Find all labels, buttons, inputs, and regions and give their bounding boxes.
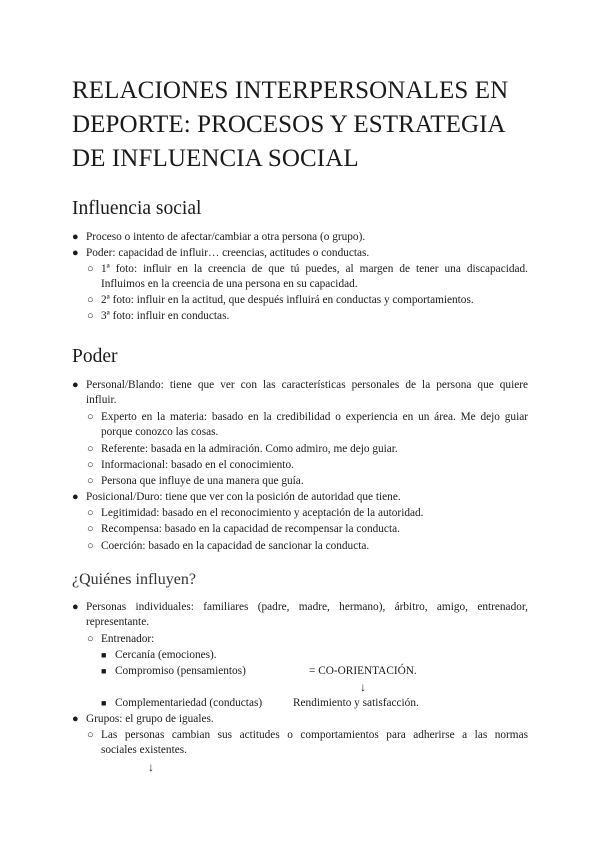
poder-sub-4: Persona que influye de una manera que guía. [101, 475, 304, 487]
poder-sub-2: Referente: basada en la admiración. Como admiro, me dejo guiar. [101, 443, 398, 455]
quienes-square-1: Cercanía (emociones). [115, 649, 217, 661]
document-title: RELACIONES INTERPERSONALES EN DEPORTE: PROCESOS Y ESTRATEGIA DE INFLUENCIA SOCIAL [72, 77, 509, 172]
arrow-down-icon: ↓ [148, 760, 154, 774]
bullet-circle: ○ [87, 729, 94, 741]
bullet-circle: ○ [87, 523, 94, 535]
quienes-item-1b: representante. [86, 616, 150, 628]
bullet-square: ■ [101, 650, 107, 660]
quienes-item-1a: Personas individuales: familiares (padre, madre, hermano), árbitro, amigo, entrenador, [86, 601, 528, 613]
quienes-sub-2a: Las personas cambian sus actitudes o comportamientos para adherirse a las normas [101, 729, 528, 741]
influencia-sub-3: 3ª foto: influir en conductas. [101, 310, 230, 322]
bullet-circle: ○ [87, 475, 94, 487]
bullet-circle: ○ [87, 310, 94, 322]
poder-sub-1a: Experto en la materia: basado en la credibilidad o experiencia en un área. Me dejo guiar [101, 411, 528, 423]
bullet-circle: ○ [87, 294, 94, 306]
bullet-dot: ● [72, 491, 79, 503]
arrow-down-icon: ↓ [360, 680, 366, 694]
bullet-dot: ● [72, 601, 79, 613]
influencia-sub-2: 2ª foto: influir en la actitud, que después influirá en conductas y comportamientos. [101, 294, 474, 306]
quienes-square-3: Complementariedad (conductas) [115, 697, 263, 709]
rendimiento-label: Rendimiento y satisfacción. [293, 697, 419, 709]
bullet-circle: ○ [87, 540, 94, 552]
bullet-circle: ○ [87, 507, 94, 519]
heading-poder: Poder [72, 346, 118, 367]
quienes-square-2: Compromiso (pensamientos) [115, 665, 246, 677]
co-orientacion-label: = CO-ORIENTACIÓN. [309, 665, 417, 677]
poder-item-2: Posicional/Duro: tiene que ver con la posición de autoridad que tiene. [86, 491, 401, 503]
bullet-circle: ○ [87, 263, 94, 275]
influencia-item-2: Poder: capacidad de influir… creencias, actitudes o conductas. [86, 247, 370, 259]
influencia-item-1: Proceso o intento de afectar/cambiar a otra persona (o grupo). [86, 231, 366, 243]
bullet-circle: ○ [87, 633, 94, 645]
bullet-dot: ● [72, 713, 79, 725]
bullet-square: ■ [101, 698, 107, 708]
bullet-circle: ○ [87, 411, 94, 423]
poder-sub-6: Recompensa: basado en la capacidad de recompensar la conducta. [101, 523, 400, 535]
poder-item-1b: influir. [86, 394, 117, 406]
influencia-sub-1b: Influimos en la creencia de una persona en su capacidad. [101, 278, 358, 290]
poder-sub-7: Coerción: basado en la capacidad de sancionar la conducta. [101, 540, 370, 552]
quienes-item-2: Grupos: el grupo de iguales. [86, 713, 214, 725]
bullet-dot: ● [72, 247, 79, 259]
bullet-square: ■ [101, 666, 107, 676]
bullet-dot: ● [72, 231, 79, 243]
poder-item-1a: Personal/Blando: tiene que ver con las características personales de la persona que quiere [86, 379, 528, 391]
bullet-circle: ○ [87, 443, 94, 455]
bullet-dot: ● [72, 379, 79, 391]
poder-sub-1b: porque conozco las cosas. [101, 426, 219, 438]
heading-quienes-influyen: ¿Quiénes influyen? [72, 571, 196, 588]
influencia-sub-1a: 1ª foto: influir en la creencia de que tú puedes, al margen de tener una discapacidad. [101, 263, 528, 275]
quienes-sub-1: Entrenador: [101, 633, 155, 645]
poder-sub-3: Informacional: basado en el conocimiento. [101, 459, 294, 471]
bullet-circle: ○ [87, 459, 94, 471]
quienes-sub-2b: sociales existentes. [101, 744, 187, 756]
poder-sub-5: Legitimidad: basado en el reconocimiento y aceptación de la autoridad. [101, 507, 424, 519]
heading-influencia-social: Influencia social [72, 198, 202, 219]
